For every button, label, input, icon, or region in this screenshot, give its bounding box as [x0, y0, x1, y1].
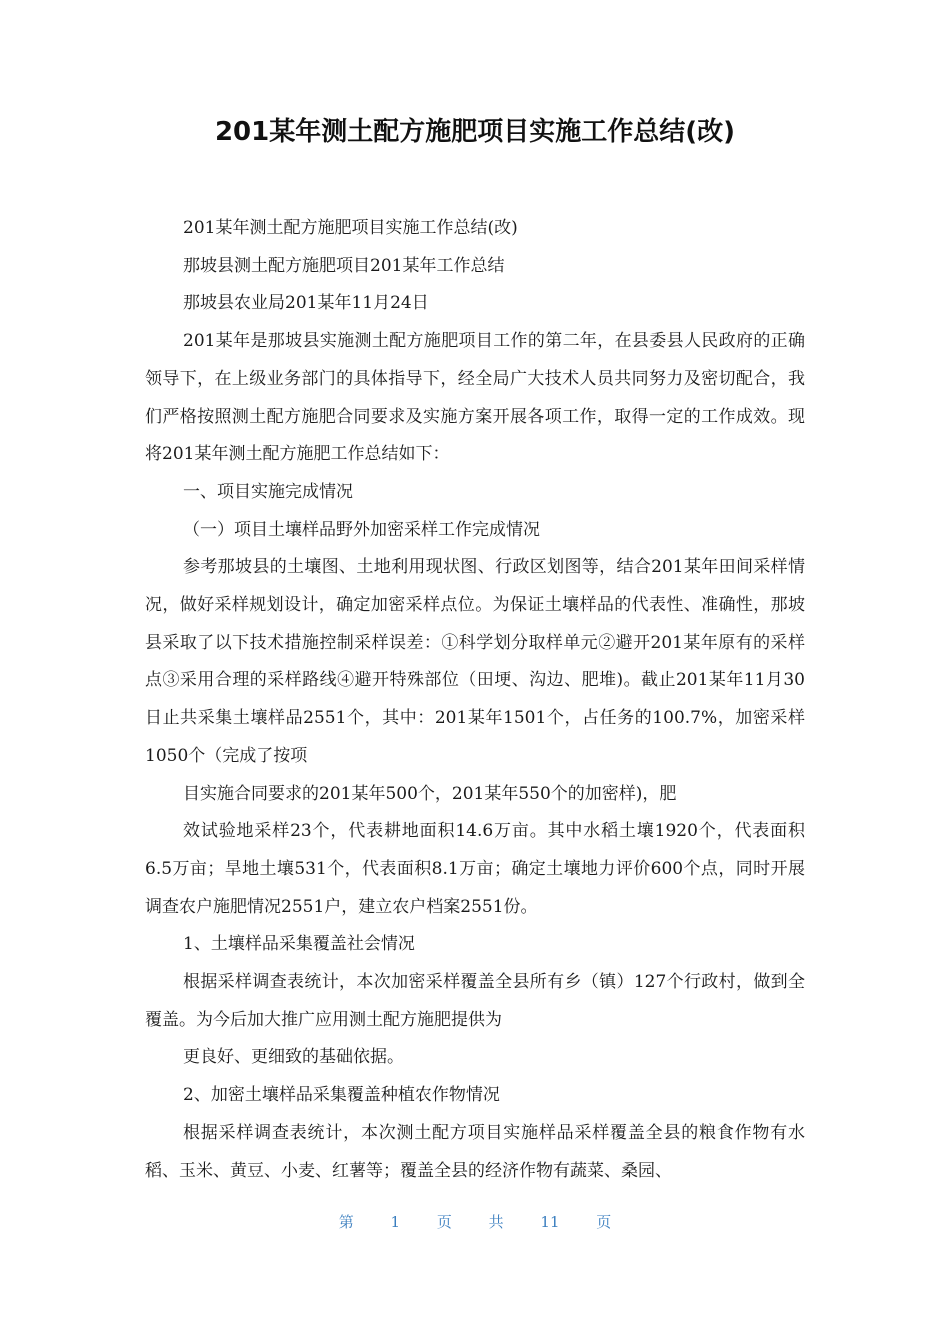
paragraph-sampling: 参考那坡县的土壤图、土地利用现状图、行政区划图等，结合201某年田间采样情况，做好采样规划设计，确定加密采样点位。为保证土壤样品的代表性、准确性，那坡县采取了以下技术措施控制采样误差：①科学划分取样单元②避开201某年原有的采样点③采用合理的采样路线④避开特殊部位（田埂、沟边、肥堆)。截止201某年11月30日止共采集土壤样品2551个，其中：201某年1501个，占任务的100.7%，加密采样1050个（完成了按项 [145, 557, 805, 766]
footer-page-unit: 页 [436, 1213, 452, 1231]
footer-page-label: 第 [338, 1213, 354, 1231]
document-title: 201某年测土配方施肥项目实施工作总结(改) [214, 117, 736, 147]
section-heading-1: 一、项目实施完成情况 [183, 481, 353, 502]
paragraph-coverage-social: 根据采样调查表统计，本次加密采样覆盖全县所有乡（镇）127个行政村，做到全覆盖。为今后加大推广应用测土配方施肥提供为 [145, 972, 805, 1030]
subsection-heading-1: （一）项目土壤样品野外加密采样工作完成情况 [183, 519, 540, 540]
page-footer [0, 1210, 950, 1234]
footer-page-number: 1 [390, 1213, 401, 1231]
footer-total-unit: 页 [596, 1213, 612, 1231]
footer-total-label: 共 [488, 1213, 504, 1231]
paragraph-coverage-social-cont: 更良好、更细致的基础依据。 [183, 1047, 404, 1068]
document-body [145, 210, 805, 1190]
heading-coverage-social: 1、土壤样品采集覆盖社会情况 [183, 934, 415, 955]
paragraph-author-date: 那坡县农业局201某年11月24日 [183, 293, 429, 314]
paragraph-subtitle: 201某年测土配方施肥项目实施工作总结(改) [183, 218, 518, 238]
paragraph-coverage-crops: 根据采样调查表统计，本次测土配方项目实施样品采样覆盖全县的粮食作物有水稻、玉米、黄豆、小麦、红薯等；覆盖全县的经济作物有蔬菜、桑园、 [145, 1122, 805, 1181]
paragraph-intro: 201某年是那坡县实施测土配方施肥项目工作的第二年，在县委县人民政府的正确领导下，在上级业务部门的具体指导下，经全局广大技术人员共同努力及密切配合，我们严格按照测土配方施肥合同要求及实施方案开展各项工作，取得一定的工作成效。现将201某年测土配方施肥工作总结如下： [145, 331, 805, 465]
paragraph-sampling-cont-2: 效试验地采样23个，代表耕地面积14.6万亩。其中水稻土壤1920个，代表面积6.5万亩；旱地土壤531个，代表面积8.1万亩；确定土壤地力评价600个点，同时开展调查农户施肥情况2551户，建立农户档案2551份。 [145, 821, 805, 917]
paragraph-sampling-cont-1: 目实施合同要求的201某年500个，201某年550个的加密样)，肥 [183, 783, 677, 804]
heading-coverage-crops: 2、加密土壤样品采集覆盖种植农作物情况 [183, 1085, 500, 1106]
footer-total-pages: 11 [540, 1213, 560, 1231]
paragraph-report-name: 那坡县测土配方施肥项目201某年工作总结 [183, 255, 505, 276]
